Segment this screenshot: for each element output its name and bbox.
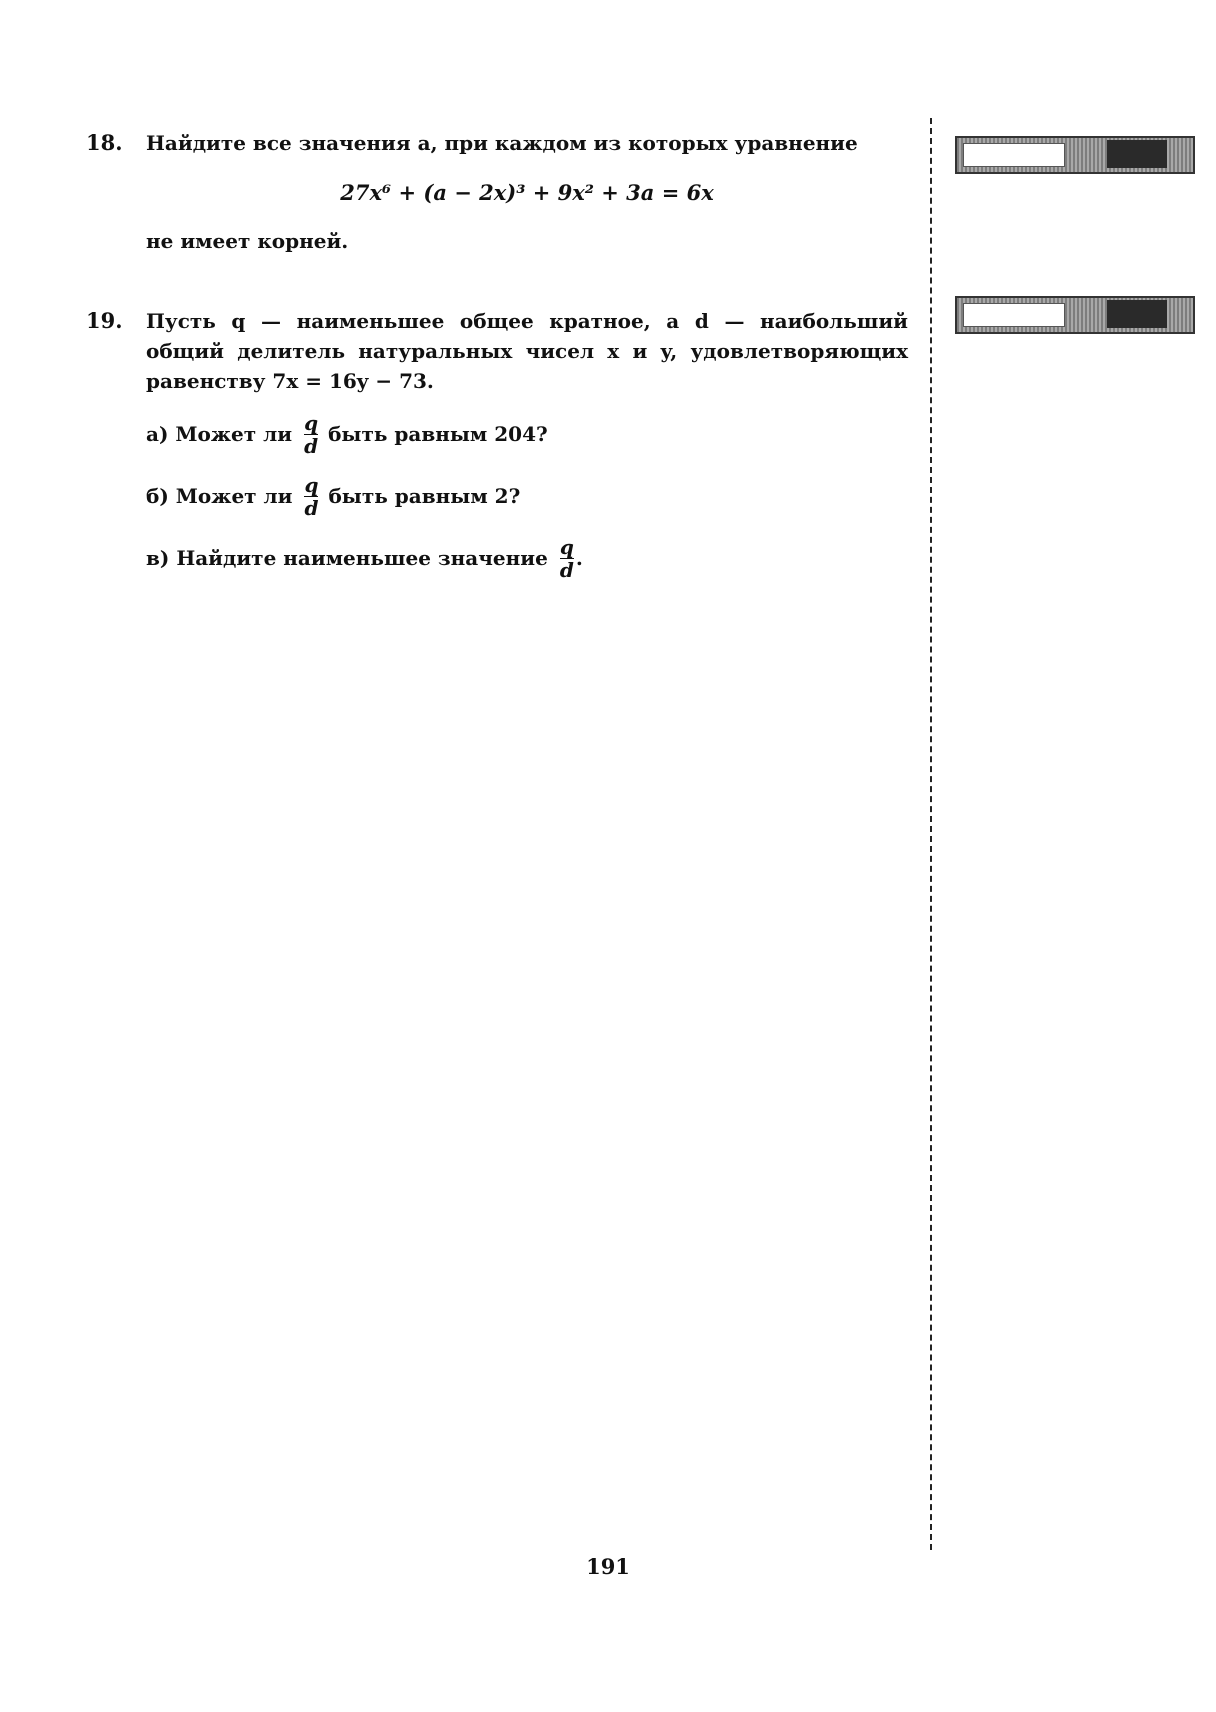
denominator: d [559,557,574,582]
subquestion-prefix: в) Найдите наименьшее значение [146,546,548,570]
fraction-q-over-d [304,472,319,520]
fraction-q-over-d [559,534,574,582]
equation: 27x⁶ + (a − 2x)³ + 9x² + 3a = 6x [340,180,714,205]
subquestion-c [146,534,908,582]
numerator: q [559,534,574,559]
problem-number: 19. [86,308,123,333]
subquestion-a [146,410,908,458]
margin-divider [930,118,932,1550]
numerator: q [304,472,319,497]
fraction-q-over-d [304,410,319,458]
numerator: q [304,410,319,435]
problem-number: 18. [86,130,123,155]
problem-19 [86,306,908,582]
problem-18 [86,128,908,256]
subquestion-suffix: . [575,546,583,570]
subquestion-suffix: быть равным 204? [328,422,548,446]
subquestion-prefix: а) Может ли [146,422,293,446]
problem-condition: не имеет корней. [146,229,349,253]
denominator: d [304,433,319,458]
page-number: 191 [586,1554,630,1579]
answer-box-19 [955,296,1195,334]
denominator: d [304,495,319,520]
problem-text: Найдите все значения a, при каждом из которых уравнение [146,131,858,155]
subquestion-prefix: б) Может ли [146,484,293,508]
subquestion-b [146,472,908,520]
problem-text: Пусть q — наименьшее общее кратное, а d — наибольший общий делитель натуральных чисел x и y, удовлетворяющих равенству 7x = 16y − 73. [146,309,908,393]
subquestion-suffix: быть равным 2? [328,484,521,508]
answer-field [963,143,1065,167]
answer-box-18 [955,136,1195,174]
answer-field [963,303,1065,327]
